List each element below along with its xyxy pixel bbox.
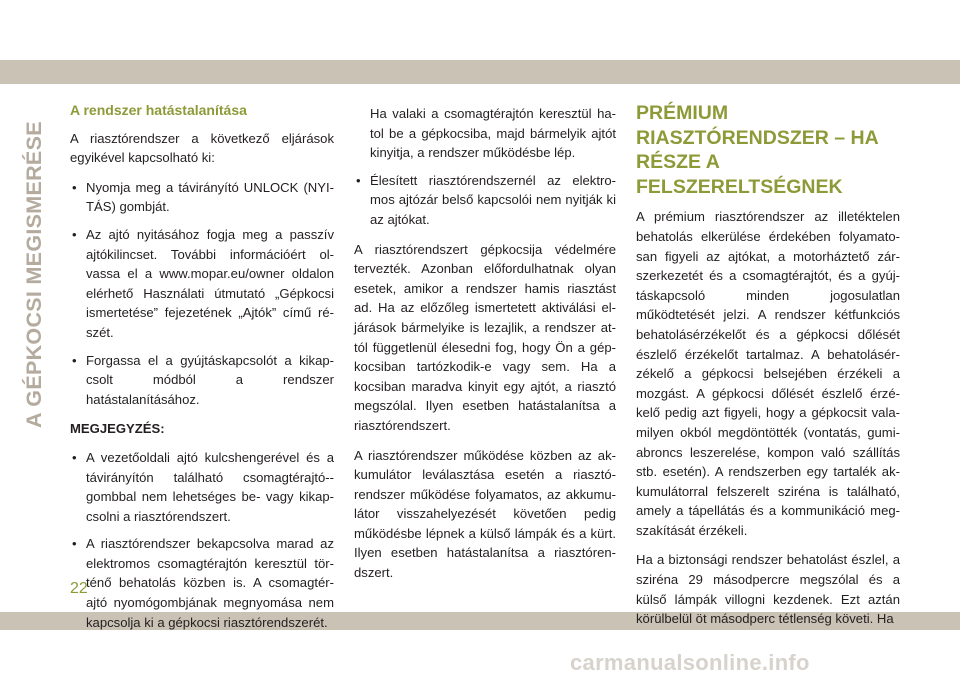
section-title-disarm: A rendszer hatástalanítása [70, 102, 247, 118]
column-3 [636, 101, 900, 639]
page-number: 22 [70, 580, 88, 597]
disarm-list [70, 178, 334, 410]
armed-list [354, 171, 616, 230]
note-list [70, 448, 334, 632]
body-paragraph: A prémium riasztórendszer az illetéktelen behatolás elkerülése érdekében folyamato-san figyeli az ajtókat, a motorháztető zár-szerkezetét és a csomagtérajtót, és a gyúj-táskapcsoló minden jogosulatlan működtetését jelzi. A rendszer kétfunkciós behatolásérzékelőt és a gépkocsi dőlését észlelő érzékelőt tartalmaz. A behatolásér-zékelő a gépkocsi belsejében érzékeli a mozgást. A gépkocsi dőlését észlelő érzé-kelő pedig azt figyeli, hogy a gépkocsit vala-milyen okból megdöntötték (vontatás, gumi-abroncs leszerelése, kompon való szállítás stb. esetén). A rendszerben egy tartalék ak-kumulátorral felszerelt sziréna is található, amely a tápellátás és a kommunikáció meg-szakítását érzékeli. [636, 209, 900, 538]
list-item: • Forgassa el a gyújtáskapcsolót a kikap-csolt módból a rendszer hatástalanításához. [70, 351, 334, 410]
body-paragraph: Ha a biztonsági rendszer behatolást észlel, a sziréna 29 másodpercre megszólal és a külső lámpák villogni kezdenek. Ezt aztán körülbelül öt másodperc tétlenség követi. Ha [636, 552, 900, 627]
note-heading: MEGJEGYZÉS: [70, 421, 165, 437]
list-item: • Az ajtó nyitásához fogja meg a passzív ajtókilincset. További információért ol-vassa el a www.mopar.eu/owner oldalon elérhető Használati útmutató „Gépkocsi ismertetése” fejezetének „Ajtók” című ré-szét. [70, 225, 334, 343]
section-title-premium: PRÉMIUM RIASZTÓRENDSZER – HA RÉSZE A FELSZERELTSÉGNEK [636, 102, 878, 198]
header-band [0, 60, 960, 84]
column-1 [70, 101, 334, 642]
list-item: • Élesített riasztórendszernél az elektro-mos ajtózár belső kapcsolói nem nyitják ki az ajtókat. [354, 171, 616, 230]
body-paragraph: A riasztórendszert gépkocsija védelmére tervezték. Azonban előfordulhatnak olyan esetek, amikor a rendszer hamis riasztást ad. Ha az előzőleg ismertetett aktiválási el-járások bármelyike is lezajlik, a rendszer at-tól függetlenül élesedni fog, hogy Ön a gép-kocsiban tartózkodik-e vagy sem. Ha a kocsiban maradva kinyit egy ajtót, a riasztó megszólal. Ilyen esetben hatástalanítsa a riasztórendszert. [354, 241, 616, 433]
watermark: carmanualsonline.info [570, 650, 810, 675]
intro-paragraph: A riasztórendszer a következő eljárások egyikével kapcsolható ki: [70, 130, 334, 166]
list-item: • A riasztórendszer bekapcsolva marad az elektromos csomagtérajtón keresztül tör-ténő behatolás közben is. A csomagtér-ajtó nyomógombjának megnyomása nem kapcsolja ki a gépkocsi riasztórendszerét. [70, 534, 334, 632]
section-side-label: A GÉPKOCSI MEGISMERÉSE [22, 121, 46, 428]
list-item: • Nyomja meg a távirányító UNLOCK (NYI-TÁS) gombját. [70, 178, 334, 217]
column-2 [354, 104, 616, 593]
continued-list-text: Ha valaki a csomagtérajtón keresztül ha-tol be a gépkocsiba, majd bármelyik ajtót kinyitja, a rendszer működésbe lép. [370, 106, 616, 161]
list-item: • A vezetőoldali ajtó kulcshengerével és a távirányítón található csomagtérajtó--gombbal nem lehetséges be- vagy kikap-csolni a riasztórendszert. [70, 448, 334, 526]
body-paragraph: A riasztórendszer működése közben az ak-kumulátor leválasztása esetén a riasztó-rendszer működése folyamatos, az akkumu-látor visszahelyezését követően pedig működésbe lépnek a külső lámpák és a kürt. Ilyen esetben hatástalanítsa a riasztóren-dszert. [354, 447, 616, 581]
